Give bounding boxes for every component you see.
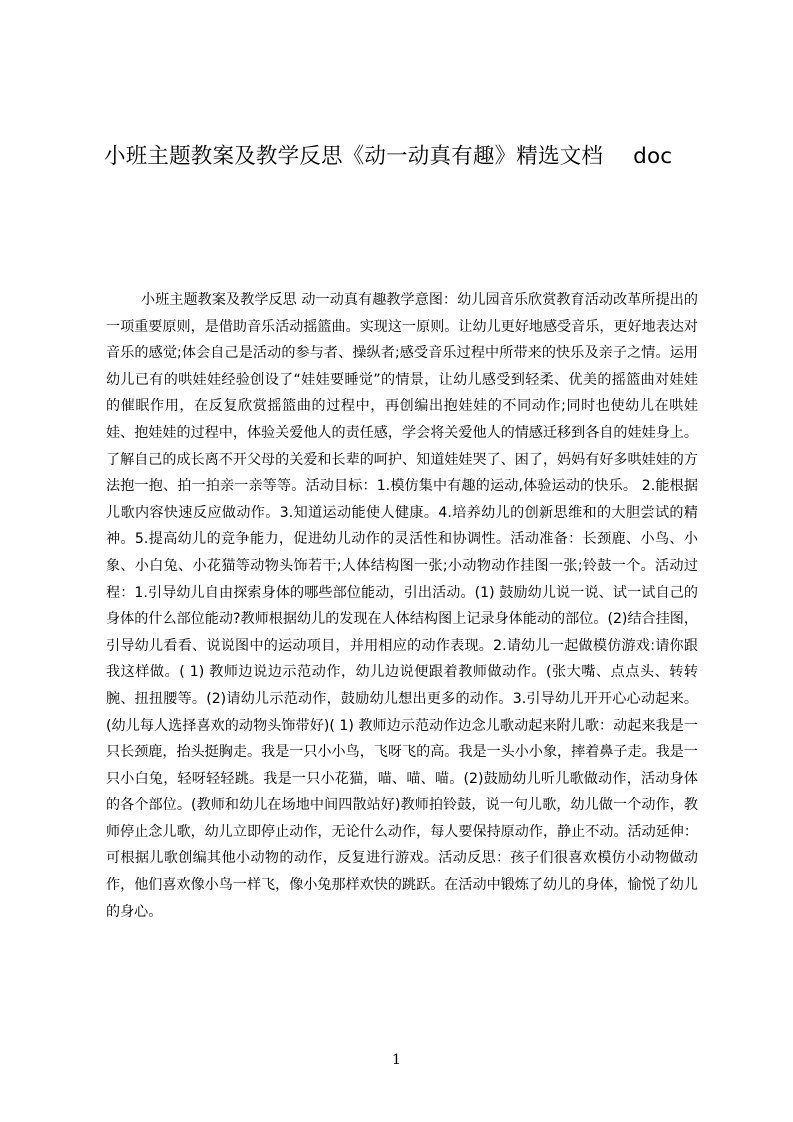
document-title — [104, 141, 704, 173]
page-number: 1 — [392, 1052, 401, 1068]
document-body: 小班主题教案及教学反思 动一动真有趣教学意图：幼儿园音乐欣赏教育活动改革所提出的一项重要原则，是借助音乐活动摇篮曲。实现这一原则。让幼儿更好地感受音乐，更好地表达对音乐的感觉;体会自己是活动的参与者、操纵者;感受音乐过程中所带来的快乐及亲子之情。运用幼儿已有的哄娃娃经验创设了“娃娃要睡觉”的情景，让幼儿感受到轻柔、优美的摇篮曲对娃娃的催眠作用，在反复欣赏摇篮曲的过程中，再创编出抱娃娃的不同动作;同时也使幼儿在哄娃娃、抱娃娃的过程中，体验关爱他人的责任感，学会将关爱他人的情感迁移到各自的娃娃身上。了解自己的成长离不开父母的关爱和长辈的呵护、知道娃娃哭了、困了，妈妈有好多哄娃娃的方法抱一抱、拍一拍亲一亲等等。活动目标：1.模仿集中有趣的运动,体验运动的快乐。 2.能根据儿歌内容快速反应做动作。3.知道运动能使人健康。4.培养幼儿的创新思维和的大胆尝试的精神。5.提高幼儿的竞争能力，促进幼儿动作的灵活性和协调性。活动准备：长颈鹿、小鸟、小象、小白兔、小花猫等动物头饰若干;人体结构图一张;小动物动作挂图一张;铃鼓一个。活动过程：1.引导幼儿自由探索身体的哪些部位能动，引出活动。(1) 鼓励幼儿说一说、试一试自己的身体的什么部位能动?教师根据幼儿的发现在人体结构图上记录身体能动的部位。(2)结合挂图，引导幼儿看看、说说图中的运动项目，并用相应的动作表现。2.请幼儿一起做模仿游戏:请你跟我这样做。( 1) 教师边说边示范动作，幼儿边说便跟着教师做动作。(张大嘴、点点头、转转腕、扭扭腰等。(2)请幼儿示范动作，鼓励幼儿想出更多的动作。3.引导幼儿开开心心动起来。(幼儿每人选择喜欢的动物头饰带好)( 1) 教师边示范动作边念儿歌动起来附儿歌：动起来我是一只长颈鹿，抬头挺胸走。我是一只小小鸟，飞呀飞的高。我是一头小小象，摔着鼻子走。我是一只小白兔，轻呀轻轻跳。我是一只小花猫，喵、喵、喵。(2)鼓励幼儿听儿歌做动作，活动身体的各个部位。(教师和幼儿在场地中间四散站好)教师拍铃鼓，说一句儿歌，幼儿做一个动作，教师停止念儿歌，幼儿立即停止动作，无论什么动作，每人要保持原动作，静止不动。活动延伸：可根据儿歌创编其他小动物的动作，反复进行游戏。活动反思：孩子们很喜欢模仿小动物做动作，他们喜欢像小鸟一样飞，像小兔那样欢快的跳跃。在活动中锻炼了幼儿的身体，愉悦了幼儿的身心。 — [106, 292, 698, 920]
document-title-text: 小班主题教案及教学反思《动一动真有趣》精选文档 — [104, 144, 604, 169]
document-title-suffix: doc — [633, 144, 673, 169]
